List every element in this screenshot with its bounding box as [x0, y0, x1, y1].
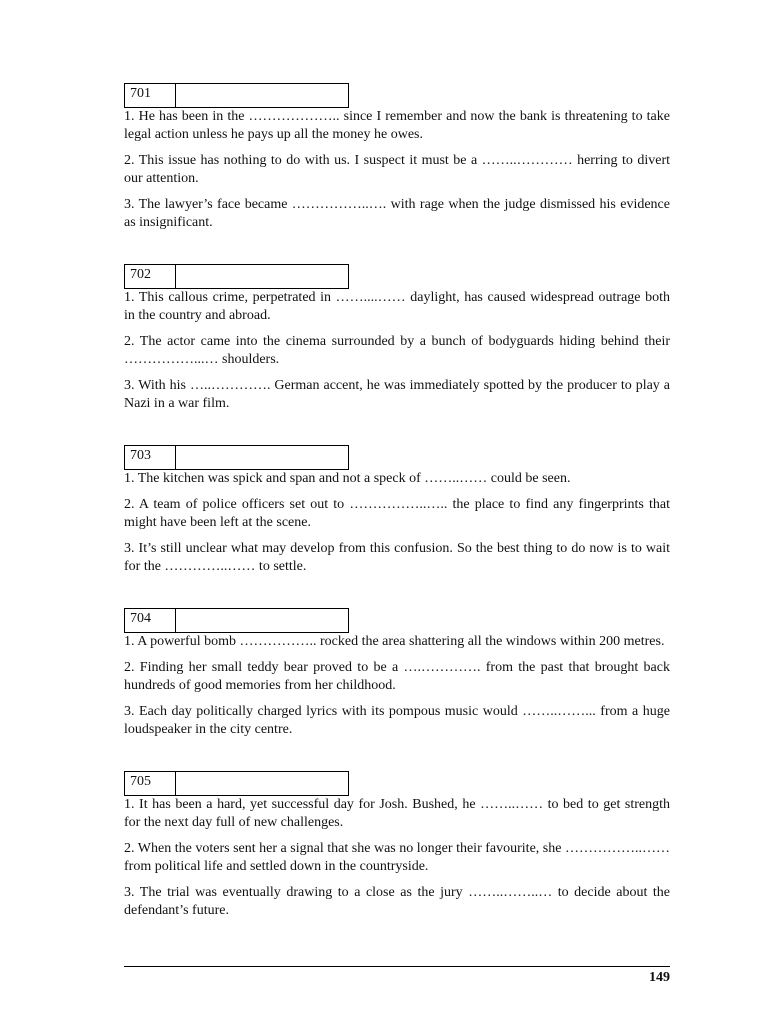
exercise-number: 702: [125, 265, 176, 288]
sentence-2: 2. This issue has nothing to do with us. I suspect it must be a ……..………… herring to divert our attention.: [124, 153, 670, 186]
answer-box[interactable]: [176, 609, 348, 632]
exercise-number: 704: [125, 609, 176, 632]
sentence-2: 2. Finding her small teddy bear proved to be a ….…………. from the past that brought back hundreds of good memories from her childhood.: [124, 660, 670, 693]
sentence-3: 3. It’s still unclear what may develop from this confusion. So the best thing to do now is to wait for the …………..…… to settle.: [124, 541, 670, 574]
sentence-1: 1. The kitchen was spick and span and not a speck of ……..…… could be seen.: [124, 471, 571, 486]
exercise-704: [124, 608, 670, 739]
sentence-2: 2. A team of police officers set out to ……………..….. the place to find any fingerprints that might have been left at the scene.: [124, 497, 670, 530]
exercise-page: [124, 83, 670, 920]
sentence-2: 2. The actor came into the cinema surrounded by a bunch of bodyguards hiding behind their ……………...… shoulders.: [124, 334, 670, 367]
exercise-number-box: [124, 445, 349, 470]
exercise-number-box: [124, 608, 349, 633]
sentence-3: 3. The lawyer’s face became ……………..…. with rage when the judge dismissed his evidence as insignificant.: [124, 197, 670, 230]
sentence-3: 3. With his …..…………. German accent, he was immediately spotted by the producer to play a Nazi in a war film.: [124, 378, 670, 411]
answer-box[interactable]: [176, 84, 348, 107]
answer-box[interactable]: [176, 772, 348, 795]
sentence-2: 2. When the voters sent her a signal that she was no longer their favourite, she ……………..…… from political life and settled down in the countryside.: [124, 841, 670, 874]
answer-box[interactable]: [176, 265, 348, 288]
sentence-3: 3. The trial was eventually drawing to a close as the jury ……..……..… to decide about the defendant’s future.: [124, 885, 670, 918]
sentence-1: 1. He has been in the ……………….. since I remember and now the bank is threatening to take legal action unless he pays up all the money he owes.: [124, 109, 670, 142]
answer-box[interactable]: [176, 446, 348, 469]
sentence-1: 1. A powerful bomb …………….. rocked the area shattering all the windows within 200 metres.: [124, 634, 665, 649]
sentence-1: 1. This callous crime, perpetrated in ……....…… daylight, has caused widespread outrage both in the country and abroad.: [124, 290, 670, 323]
exercise-701: [124, 83, 670, 232]
exercise-number-box: [124, 83, 349, 108]
exercise-702: [124, 264, 670, 413]
sentence-1: 1. It has been a hard, yet successful day for Josh. Bushed, he ……..…… to bed to get strength for the next day full of new challenges.: [124, 797, 670, 830]
exercise-number: 705: [125, 772, 176, 795]
exercise-703: [124, 445, 670, 576]
exercise-705: [124, 771, 670, 920]
page-number: 149: [649, 970, 670, 985]
exercise-number-box: [124, 771, 349, 796]
exercise-number: 701: [125, 84, 176, 107]
sentence-3: 3. Each day politically charged lyrics with its pompous music would ……..……... from a huge loudspeaker in the city centre.: [124, 704, 670, 737]
exercise-number-box: [124, 264, 349, 289]
exercise-number: 703: [125, 446, 176, 469]
footer-divider: [124, 966, 670, 967]
